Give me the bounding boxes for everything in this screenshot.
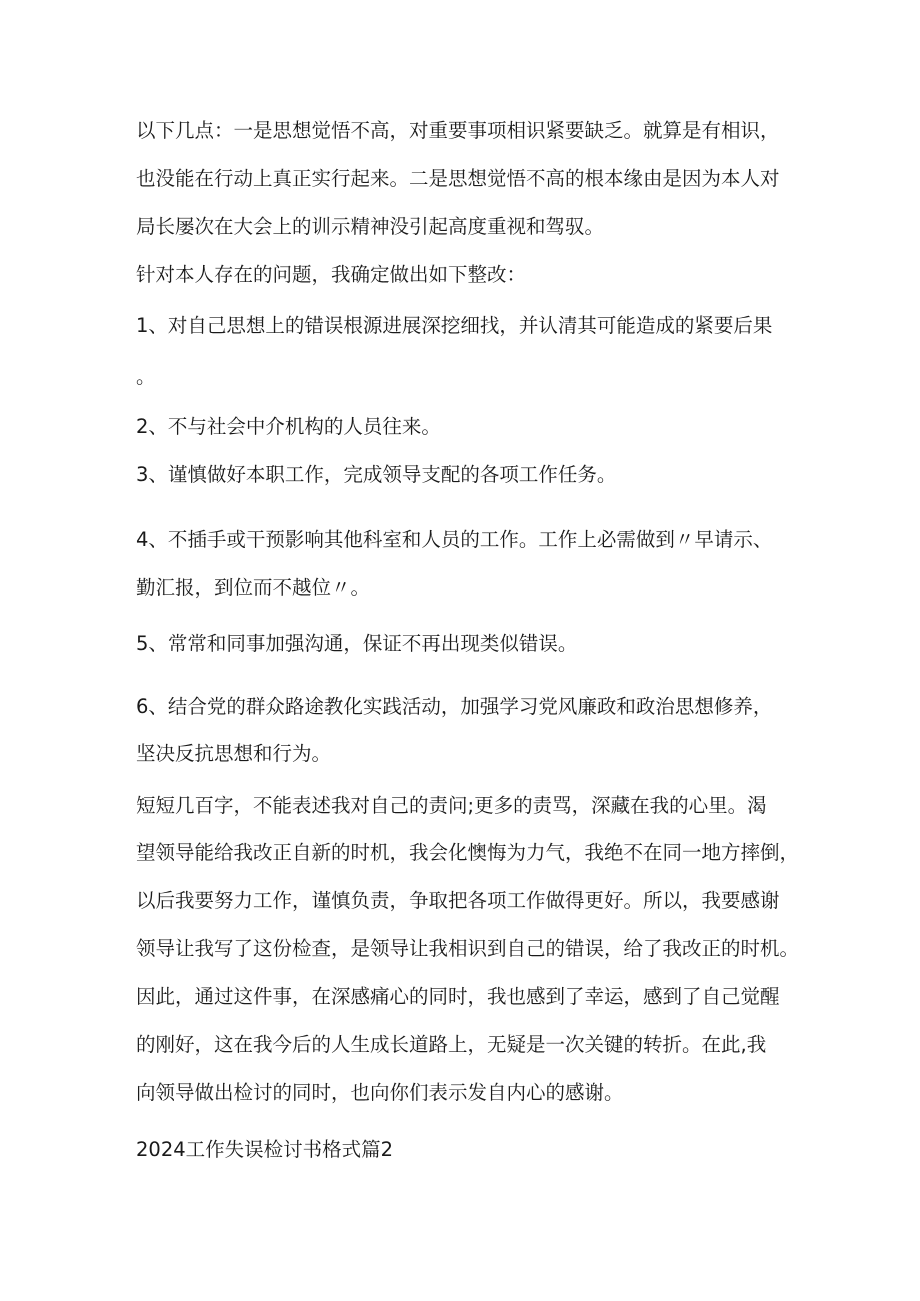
text-line: 领导让我写了这份检查，是领导让我相识到自己的错误，给了我改正的时机。	[136, 937, 800, 960]
text-line: 短短几百字，不能表述我对自己的责问;更多的责骂，深藏在我的心里。渴	[136, 794, 767, 817]
text-line: 也没能在行动上真正实行起来。二是思想觉悟不高的根本缘由是因为本人对	[136, 167, 780, 190]
list-item: 3、谨慎做好本职工作，完成领导支配的各项工作任务。	[136, 463, 617, 486]
section-heading: 2024工作失误检讨书格式篇2	[136, 1138, 394, 1161]
text-line: 针对本人存在的问题，我确定做出如下整改：	[136, 263, 527, 286]
text-line: 向领导做出检讨的同时，也向你们表示发自内心的感谢。	[136, 1081, 624, 1104]
list-item: 6、结合党的群众路途教化实践活动，加强学习党风廉政和政治思想修养，	[136, 695, 773, 718]
text-line: 勤汇报，到位而不越位〃。	[136, 576, 371, 599]
list-item: 5、常常和同事加强沟通，保证不再出现类似错误。	[136, 632, 578, 655]
list-item: 4、不插手或干预影响其他科室和人员的工作。工作上必需做到〃早请示、	[136, 528, 773, 551]
text-line: 的刚好，这在我今后的人生成长道路上，无疑是一次关键的转折。在此,我	[136, 1033, 767, 1056]
text-line: 坚决反抗思想和行为。	[136, 742, 332, 765]
text-line: 局长屡次在大会上的训示精神没引起高度重视和驾驭。	[136, 215, 605, 238]
text-line: 。	[136, 365, 156, 388]
text-line: 以后我要努力工作，谨慎负责，争取把各项工作做得更好。所以，我要感谢	[136, 889, 780, 912]
text-line: 因此，通过这件事，在深感痛心的同时，我也感到了幸运，感到了自己觉醒	[136, 985, 780, 1008]
text-line: 望领导能给我改正自新的时机，我会化懊悔为力气，我绝不在同一地方摔倒，	[136, 841, 800, 864]
list-item: 2、不与社会中介机构的人员往来。	[136, 415, 441, 438]
list-item: 1、对自己思想上的错误根源进展深挖细找，并认清其可能造成的紧要后果	[136, 314, 773, 337]
text-line: 以下几点：一是思想觉悟不高，对重要事项相识紧要缺乏。就算是有相识，	[136, 119, 780, 142]
